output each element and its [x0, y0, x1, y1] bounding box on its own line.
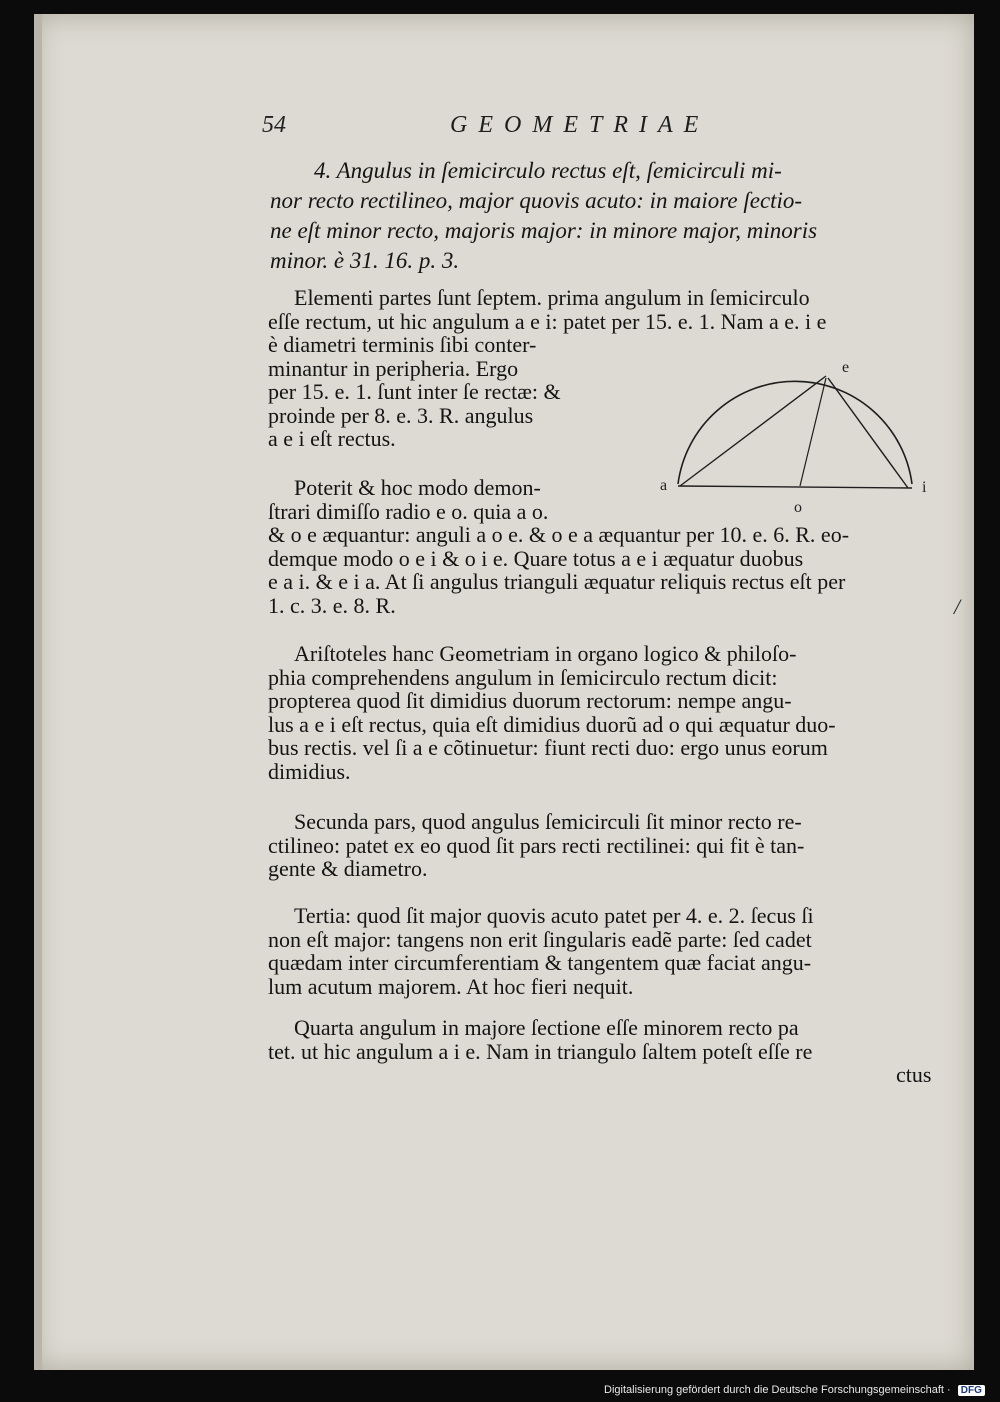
label-e: e: [842, 359, 850, 376]
theorem-line: nor recto rectilineo, major quovis acuto: in maiore ſectio-: [270, 188, 803, 213]
text-line: & o e æquantur: anguli a o e. & o e a æquantur per 10. e. 6. R. eo-: [268, 522, 850, 547]
text-line: Tertia: quod ſit major quovis acuto patet per 4. e. 2. ſecus ſi: [294, 903, 814, 928]
label-o: o: [794, 499, 802, 516]
text-line: propterea quod ſit dimidius duorum rectorum: nempe angu-: [268, 688, 792, 713]
footer-credit: [604, 1384, 985, 1398]
paragraph-6: [268, 1016, 931, 1087]
chord-e-i: [828, 378, 908, 488]
text-line: lum acutum majorem. At hoc fieri nequit.: [268, 973, 634, 999]
text-line: per 15. e. 1. ſunt inter ſe rectæ: &: [268, 379, 561, 404]
theorem-line: ne eſt minor recto, majoris major: in minore major, minoris: [270, 218, 818, 243]
label-a: a: [660, 477, 668, 494]
text-line: e a i. & e i a. At ſi angulus trianguli æquatur reliquis rectus eſt per: [268, 569, 846, 594]
text-line: quædam inter circumferentiam & tangentem quæ faciat angu-: [268, 950, 812, 975]
text-line: demque modo o e i & o i e. Quare totus a e i æquatur duobus: [268, 545, 804, 571]
semicircle-figure: [650, 354, 940, 534]
text-line: a e i eſt rectus.: [268, 426, 396, 451]
text-line: lus a e i eſt rectus, quia eſt dimidius duorũ ad o qui æquatur duo-: [268, 711, 836, 737]
paragraph-5: [268, 904, 814, 998]
page-number: 54: [262, 112, 286, 138]
text-line: è diametri terminis ſibi conter-: [268, 332, 537, 357]
running-head: [34, 112, 974, 148]
book-page: [34, 14, 974, 1370]
text-line: Ariſtoteles hanc Geometriam in organo logico & philoſo-: [294, 641, 797, 666]
text-line: Elementi partes ſunt ſeptem. prima angulum in ſemicirculo: [294, 285, 810, 310]
paragraph-4: [268, 810, 804, 881]
text-line: dimidius.: [268, 758, 351, 784]
text-line: phia comprehendens angulum in ſemicirculo rectum dicit:: [268, 664, 778, 690]
text-line: proinde per 8. e. 3. R. angulus: [268, 402, 534, 428]
running-title: GEOMETRIAE: [450, 112, 710, 138]
text-line: Poterit & hoc modo demon-: [294, 475, 541, 500]
text-line: ctilineo: patet ex eo quod ſit pars recti rectilinei: qui fit è tan-: [268, 832, 805, 858]
text-line: ctus: [896, 1062, 932, 1087]
margin-annotation: /: [954, 594, 961, 619]
semicircle-arc: [678, 381, 912, 484]
text-line: eſſe rectum, ut hic angulum a e i: patet per 15. e. 1. Nam a e. i e: [268, 308, 827, 334]
label-i: i: [922, 479, 927, 496]
radius-e-o: [800, 378, 826, 486]
footer-text: Digitalisierung gefördert durch die Deutsche Forschungsgemeinschaft ·: [604, 1384, 951, 1396]
theorem-statement: [270, 156, 950, 276]
theorem-line: 4. Angulus in ſemicirculo rectus eſt, ſemicirculi mi-: [314, 158, 782, 183]
text-line: non eſt major: tangens non erit ſingularis eadẽ parte: ſed cadet: [268, 926, 812, 952]
text-line: 1. c. 3. e. 8. R.: [268, 592, 396, 618]
semicircle-diagram: [650, 354, 940, 534]
dfg-logo: DFG: [958, 1385, 985, 1396]
text-line: tet. ut hic angulum a i e. Nam in triangulo ſaltem poteſt eſſe re: [268, 1038, 813, 1064]
page-gutter: [34, 14, 42, 1370]
text-line: ſtrari dimiſſo radio e o. quia a o.: [268, 498, 549, 524]
text-line: bus rectis. vel ſi a e cõtinuetur: fiunt recti duo: ergo unus eorum: [268, 735, 828, 760]
paragraph-3: [268, 642, 836, 783]
text-line: Quarta angulum in majore ſectione eſſe minorem recto pa: [294, 1015, 799, 1040]
theorem-line: minor. è 31. 16. p. 3.: [270, 248, 460, 273]
text-line: Secunda pars, quod angulus ſemicirculi ſit minor recto re-: [294, 809, 802, 834]
text-line: minantur in peripheria. Ergo: [268, 355, 519, 381]
diameter-line: [678, 486, 912, 488]
text-line: gente & diametro.: [268, 856, 428, 881]
